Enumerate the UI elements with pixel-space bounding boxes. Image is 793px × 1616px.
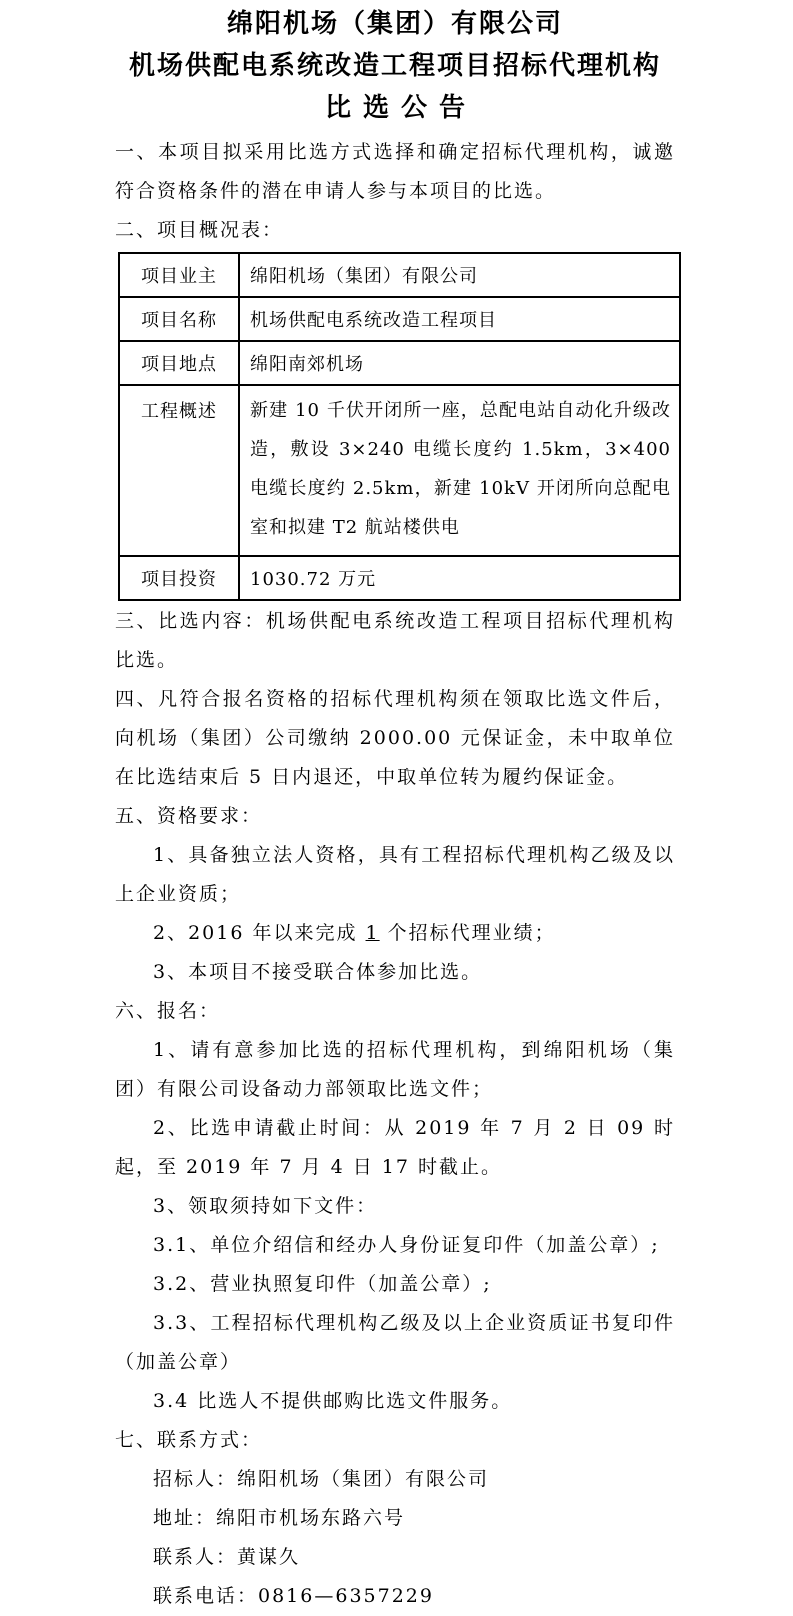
section-3-content: 三、比选内容：机场供配电系统改造工程项目招标代理机构比选。 (115, 610, 675, 671)
row-label: 项目地点 (119, 341, 239, 385)
table-row-owner (119, 253, 680, 297)
contact-phone: 联系电话：0816—6357229 (153, 1585, 434, 1607)
section-2-heading: 二、项目概况表： (115, 219, 284, 241)
registration-item-3-1: 3.1、单位介绍信和经办人身份证复印件（加盖公章）; (153, 1234, 660, 1256)
registration-item-3-3: 3.3、工程招标代理机构乙级及以上企业资质证书复印件（加盖公章） (115, 1312, 675, 1373)
qualification-item-3: 3、本项目不接受联合体参加比选。 (153, 961, 483, 983)
registration-item-2: 2、比选申请截止时间：从 2019 年 7 月 2 日 09 时起，至 2019 年 7 月 4 日 17 时截止。 (115, 1117, 675, 1178)
section-7-heading: 七、联系方式： (115, 1429, 263, 1451)
section-6-heading: 六、报名： (115, 1000, 221, 1022)
section-1-intro: 一、本项目拟采用比选方式选择和确定招标代理机构，诚邀符合资格条件的潜在申请人参与本项目的比选。 (115, 141, 675, 202)
project-overview-table (118, 252, 681, 601)
doc-title-line-1: 绵阳机场（集团）有限公司 (226, 9, 563, 39)
table-row-location (119, 341, 680, 385)
row-label: 工程概述 (119, 385, 239, 556)
row-value: 机场供配电系统改造工程项目 (239, 297, 680, 341)
row-label: 项目投资 (119, 556, 239, 600)
row-value: 1030.72 万元 (239, 556, 680, 600)
qualification-item-1: 1、具备独立法人资格，具有工程招标代理机构乙级及以上企业资质； (115, 844, 675, 905)
qualification-item-2-suffix: 个招标代理业绩； (379, 922, 556, 944)
row-value: 绵阳南郊机场 (239, 341, 680, 385)
table-row-scope (119, 385, 680, 556)
section-4-deposit: 四、凡符合报名资格的招标代理机构须在领取比选文件后，向机场（集团）公司缴纳 2000.00 元保证金，未中取单位在比选结束后 5 日内退还，中取单位转为履约保证金。 (115, 688, 675, 788)
contact-address: 地址：绵阳市机场东路六号 (153, 1507, 406, 1529)
qualification-item-2 (115, 914, 675, 953)
doc-title-line-2: 机场供配电系统改造工程项目招标代理机构 (128, 51, 661, 81)
row-value: 新建 10 千伏开闭所一座，总配电站自动化升级改造，敷设 3×240 电缆长度约 1.5km，3×400 电缆长度约 2.5km，新建 10kV 开闭所向总配电室和拟建 T2 航站楼供电 (239, 385, 680, 556)
row-label: 项目名称 (119, 297, 239, 341)
qualification-item-2-underlined-count: 1 (365, 922, 380, 944)
registration-item-1: 1、请有意参加比选的招标代理机构，到绵阳机场（集团）有限公司设备动力部领取比选文件； (115, 1039, 675, 1100)
contact-person: 联系人：黄谋久 (153, 1546, 301, 1568)
section-5-heading: 五、资格要求： (115, 805, 263, 827)
doc-title-line-3: 比选公告 (324, 93, 477, 123)
table-row-project-name (119, 297, 680, 341)
row-label: 项目业主 (119, 253, 239, 297)
table-row-investment (119, 556, 680, 600)
row-value: 绵阳机场（集团）有限公司 (239, 253, 680, 297)
registration-item-3-4: 3.4 比选人不提供邮购比选文件服务。 (153, 1390, 513, 1412)
qualification-item-2-prefix: 2、2016 年以来完成 (153, 922, 366, 944)
registration-item-3-2: 3.2、营业执照复印件（加盖公章）; (153, 1273, 492, 1295)
contact-tenderer: 招标人：绵阳机场（集团）有限公司 (153, 1468, 490, 1490)
registration-item-3: 3、领取须持如下文件： (153, 1195, 378, 1217)
